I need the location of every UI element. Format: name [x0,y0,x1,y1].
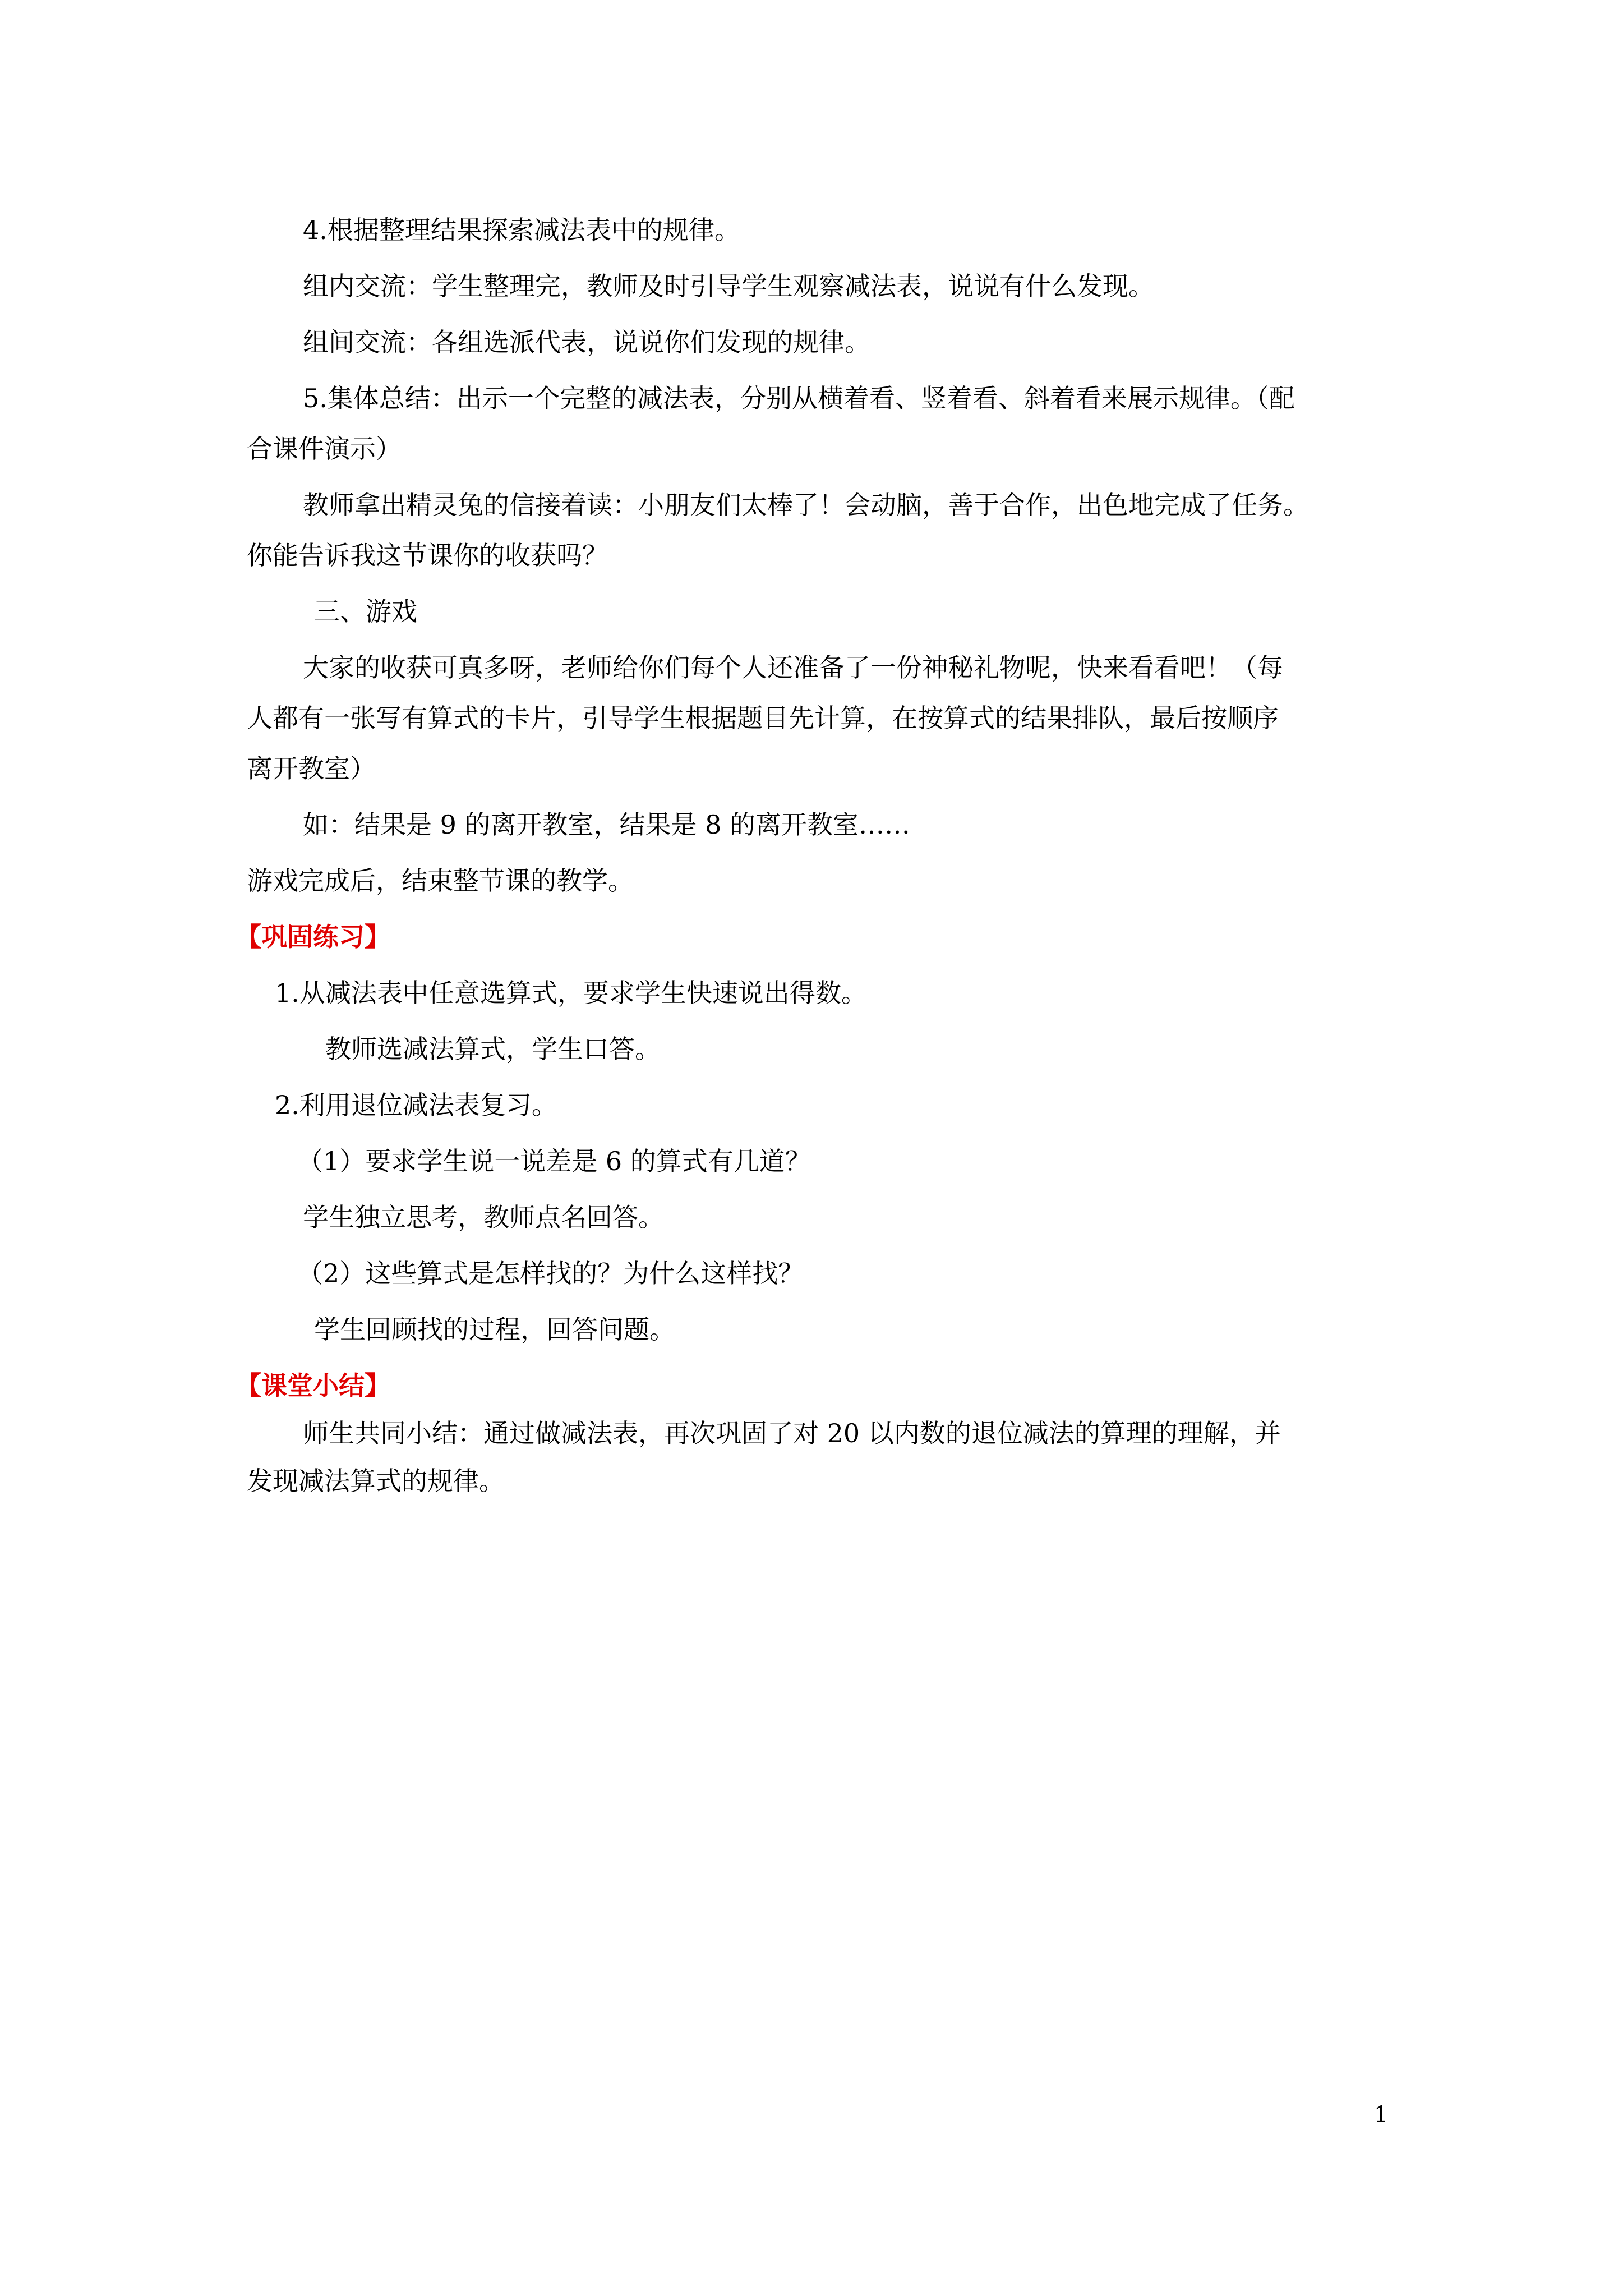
heading-consolidation-practice: 【巩固练习】 [236,922,390,952]
paragraph-line: 如：结果是 9 的离开教室，结果是 8 的离开教室…… [303,809,911,840]
paragraph-line: 教师拿出精灵兔的信接着读：小朋友们太棒了！会动脑，善于合作，出色地完成了任务。 [303,490,1309,520]
paragraph-line: 师生共同小结：通过做减法表，再次巩固了对 20 以内数的退位减法的算理的理解，并 [303,1418,1281,1448]
list-item: 2.利用退位减法表复习。 [275,1090,557,1120]
paragraph-line: 大家的收获可真多呀，老师给你们每个人还准备了一份神秘礼物呢，快来看看吧！（每 [303,652,1283,683]
paragraph-line: 5.集体总结：出示一个完整的减法表，分别从横着看、竖着看、斜着看来展示规律。（配 [303,383,1295,413]
heading-class-summary: 【课堂小结】 [236,1370,390,1401]
list-item: 1.从减法表中任意选算式，要求学生快速说出得数。 [275,978,867,1008]
paragraph-line: 学生回顾找的过程，回答问题。 [314,1314,675,1345]
paragraph-line: 教师选减法算式，学生口答。 [325,1034,661,1064]
paragraph-line: 人都有一张写有算式的卡片，引导学生根据题目先计算，在按算式的结果排队，最后按顺序 [247,703,1279,733]
paragraph-line: 组内交流：学生整理完，教师及时引导学生观察减法表，说说有什么发现。 [303,271,1154,301]
list-item: （2）这些算式是怎样找的？为什么这样找？ [297,1258,804,1289]
paragraph-line: 组间交流：各组选派代表，说说你们发现的规律。 [303,327,870,357]
paragraph-line: 你能告诉我这节课你的收获吗？ [247,540,608,570]
paragraph-line: 离开教室） [247,753,376,784]
paragraph-line: 合课件演示） [247,434,402,464]
page-number: 1 [1374,2102,1389,2128]
paragraph-line: 发现减法算式的规律。 [247,1466,505,1496]
list-item: （1）要求学生说一说差是 6 的算式有几道？ [297,1146,811,1176]
paragraph-line: 学生独立思考，教师点名回答。 [303,1202,664,1232]
paragraph-line: 游戏完成后，结束整节课的教学。 [247,866,634,896]
paragraph-line: 4.根据整理结果探索减法表中的规律。 [303,215,740,245]
section-heading: 三、游戏 [314,596,417,627]
